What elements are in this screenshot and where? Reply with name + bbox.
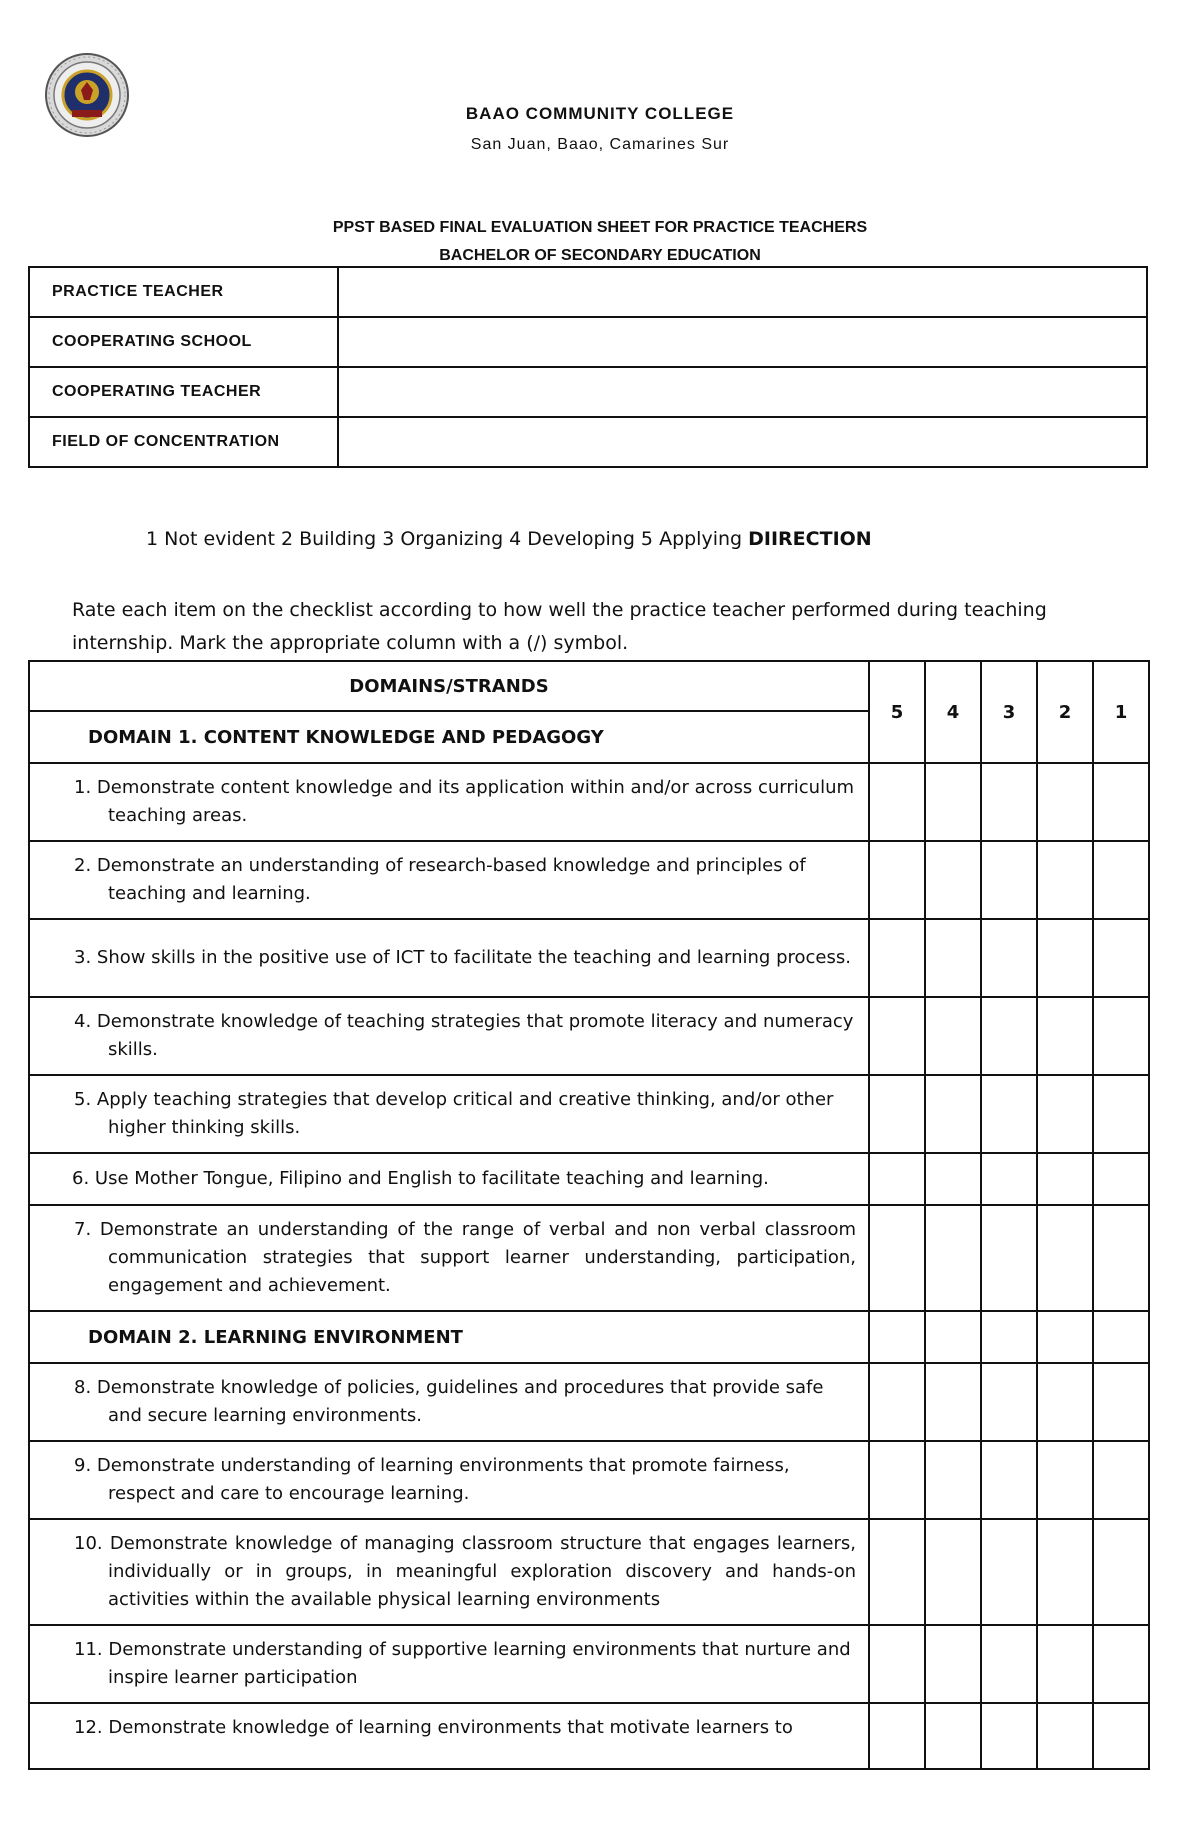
info-row: [29, 317, 1147, 367]
title-line-1: PPST BASED FINAL EVALUATION SHEET FOR PRACTICE TEACHERS: [332, 219, 868, 236]
strand-item: 5. Apply teaching strategies that develop critical and creative thinking, and/or other higher thinking skills.: [29, 1075, 869, 1153]
score-cell[interactable]: [981, 1519, 1037, 1625]
info-row: [29, 417, 1147, 467]
domain-1-heading: DOMAIN 1. CONTENT KNOWLEDGE AND PEDAGOGY: [29, 711, 869, 763]
score-cell[interactable]: [981, 763, 1037, 841]
score-cell[interactable]: [925, 919, 981, 997]
score-cell[interactable]: [925, 1153, 981, 1205]
score-cell[interactable]: [869, 1075, 925, 1153]
score-cell[interactable]: [1093, 763, 1149, 841]
score-cell[interactable]: [981, 997, 1037, 1075]
score-cell[interactable]: [1037, 1205, 1093, 1311]
college-name: BAAO COMMUNITY COLLEGE: [465, 104, 735, 123]
score-cell[interactable]: [1093, 1205, 1149, 1311]
score-header-5: 5: [869, 661, 925, 763]
domains-strands-header: DOMAINS/STRANDS: [29, 661, 869, 711]
score-cell: [1037, 1311, 1093, 1363]
score-cell[interactable]: [869, 1441, 925, 1519]
table-row: [29, 1703, 1149, 1769]
sheet-title: [0, 214, 1200, 270]
score-cell[interactable]: [925, 997, 981, 1075]
table-row: [29, 997, 1149, 1075]
score-cell[interactable]: [1093, 1075, 1149, 1153]
score-cell[interactable]: [1037, 841, 1093, 919]
score-header-2: 2: [1037, 661, 1093, 763]
practice-teacher-field[interactable]: [338, 267, 1147, 317]
domain-row: [29, 1311, 1149, 1363]
strand-item: 9. Demonstrate understanding of learning environments that promote fairness, respect and care to encourage learning.: [29, 1441, 869, 1519]
score-cell: [1093, 1311, 1149, 1363]
table-row: [29, 1519, 1149, 1625]
score-cell[interactable]: [981, 1205, 1037, 1311]
cooperating-school-field[interactable]: [338, 317, 1147, 367]
score-cell[interactable]: [981, 1703, 1037, 1769]
strand-item: 3. Show skills in the positive use of ICT to facilitate the teaching and learning process.: [29, 919, 869, 997]
teacher-info-table: [28, 266, 1148, 468]
strand-item: 8. Demonstrate knowledge of policies, guidelines and procedures that provide safe and secure learning environments.: [29, 1363, 869, 1441]
score-cell[interactable]: [925, 1363, 981, 1441]
score-cell[interactable]: [869, 841, 925, 919]
score-header-4: 4: [925, 661, 981, 763]
score-cell: [869, 1311, 925, 1363]
domain-2-heading: DOMAIN 2. LEARNING ENVIRONMENT: [29, 1311, 869, 1363]
score-cell[interactable]: [925, 1441, 981, 1519]
strand-item: 4. Demonstrate knowledge of teaching strategies that promote literacy and numeracy skills.: [29, 997, 869, 1075]
info-row: [29, 267, 1147, 317]
table-row: [29, 1075, 1149, 1153]
score-cell[interactable]: [1037, 1441, 1093, 1519]
score-cell[interactable]: [1093, 997, 1149, 1075]
strand-item: 12. Demonstrate knowledge of learning environments that motivate learners to: [29, 1703, 869, 1769]
score-header-1: 1: [1093, 661, 1149, 763]
score-cell[interactable]: [1093, 1441, 1149, 1519]
score-cell[interactable]: [1037, 1625, 1093, 1703]
score-cell[interactable]: [925, 1703, 981, 1769]
info-label: FIELD OF CONCENTRATION: [29, 417, 338, 467]
score-cell[interactable]: [1093, 1703, 1149, 1769]
strand-item: 10. Demonstrate knowledge of managing classroom structure that engages learners, individually or in groups, in meaningful exploration discovery and hands-on activities within the available physical learning environments: [29, 1519, 869, 1625]
info-label: COOPERATING TEACHER: [29, 367, 338, 417]
score-cell[interactable]: [981, 1153, 1037, 1205]
score-cell[interactable]: [1037, 1519, 1093, 1625]
table-row: [29, 1625, 1149, 1703]
cooperating-teacher-field[interactable]: [338, 367, 1147, 417]
score-cell[interactable]: [1037, 1703, 1093, 1769]
table-row: [29, 763, 1149, 841]
score-cell[interactable]: [925, 1075, 981, 1153]
score-cell[interactable]: [1037, 1363, 1093, 1441]
score-cell[interactable]: [869, 1519, 925, 1625]
strand-item: 11. Demonstrate understanding of supportive learning environments that nurture and inspire learner participation: [29, 1625, 869, 1703]
table-header-row: [29, 661, 1149, 711]
score-cell: [981, 1311, 1037, 1363]
score-cell[interactable]: [869, 919, 925, 997]
score-cell[interactable]: [925, 1519, 981, 1625]
score-cell[interactable]: [1093, 1625, 1149, 1703]
strand-item: 6. Use Mother Tongue, Filipino and English to facilitate teaching and learning.: [29, 1153, 869, 1205]
score-cell[interactable]: [869, 997, 925, 1075]
score-cell[interactable]: [869, 1205, 925, 1311]
table-row: [29, 1205, 1149, 1311]
score-cell[interactable]: [981, 919, 1037, 997]
college-address: San Juan, Baao, Camarines Sur: [470, 136, 730, 153]
score-cell[interactable]: [1037, 919, 1093, 997]
field-of-concentration-field[interactable]: [338, 417, 1147, 467]
score-cell[interactable]: [1093, 1519, 1149, 1625]
direction-label: DIIRECTION: [748, 528, 872, 550]
rating-legend: [146, 528, 872, 550]
title-line-2: BACHELOR OF SECONDARY EDUCATION: [439, 247, 761, 264]
score-cell[interactable]: [869, 1153, 925, 1205]
score-cell[interactable]: [981, 1625, 1037, 1703]
table-row: [29, 1153, 1149, 1205]
score-cell[interactable]: [1037, 1075, 1093, 1153]
table-row: [29, 841, 1149, 919]
score-cell[interactable]: [981, 1363, 1037, 1441]
strand-item: 1. Demonstrate content knowledge and its application within and/or across curriculum teaching areas.: [29, 763, 869, 841]
college-header: [0, 104, 1200, 154]
score-cell[interactable]: [925, 841, 981, 919]
score-cell[interactable]: [981, 1075, 1037, 1153]
rating-scale: 1 Not evident 2 Building 3 Organizing 4 Developing 5 Applying: [146, 528, 743, 550]
score-cell[interactable]: [925, 1625, 981, 1703]
table-row: [29, 1441, 1149, 1519]
strand-item: 2. Demonstrate an understanding of research-based knowledge and principles of teaching and learning.: [29, 841, 869, 919]
table-row: [29, 919, 1149, 997]
score-cell[interactable]: [869, 1703, 925, 1769]
table-row: [29, 1363, 1149, 1441]
score-cell[interactable]: [1093, 919, 1149, 997]
score-cell[interactable]: [1093, 1363, 1149, 1441]
score-cell[interactable]: [869, 1625, 925, 1703]
evaluation-table: [28, 660, 1150, 1770]
score-cell: [925, 1311, 981, 1363]
info-label: PRACTICE TEACHER: [29, 267, 338, 317]
score-cell[interactable]: [1037, 1153, 1093, 1205]
score-cell[interactable]: [1037, 763, 1093, 841]
score-cell[interactable]: [1037, 997, 1093, 1075]
info-row: [29, 367, 1147, 417]
score-cell[interactable]: [1093, 841, 1149, 919]
info-label: COOPERATING SCHOOL: [29, 317, 338, 367]
score-cell[interactable]: [1093, 1153, 1149, 1205]
score-cell[interactable]: [869, 763, 925, 841]
score-cell[interactable]: [981, 1441, 1037, 1519]
score-cell[interactable]: [981, 841, 1037, 919]
instructions: Rate each item on the checklist according to how well the practice teacher performed during teaching internship. Mark the appropriate column with a (/) symbol.: [72, 599, 1047, 654]
score-cell[interactable]: [869, 1363, 925, 1441]
score-header-3: 3: [981, 661, 1037, 763]
strand-item: 7. Demonstrate an understanding of the range of verbal and non verbal classroom communication strategies that support learner understanding, participation, engagement and achievement.: [29, 1205, 869, 1311]
score-cell[interactable]: [925, 763, 981, 841]
score-cell[interactable]: [925, 1205, 981, 1311]
